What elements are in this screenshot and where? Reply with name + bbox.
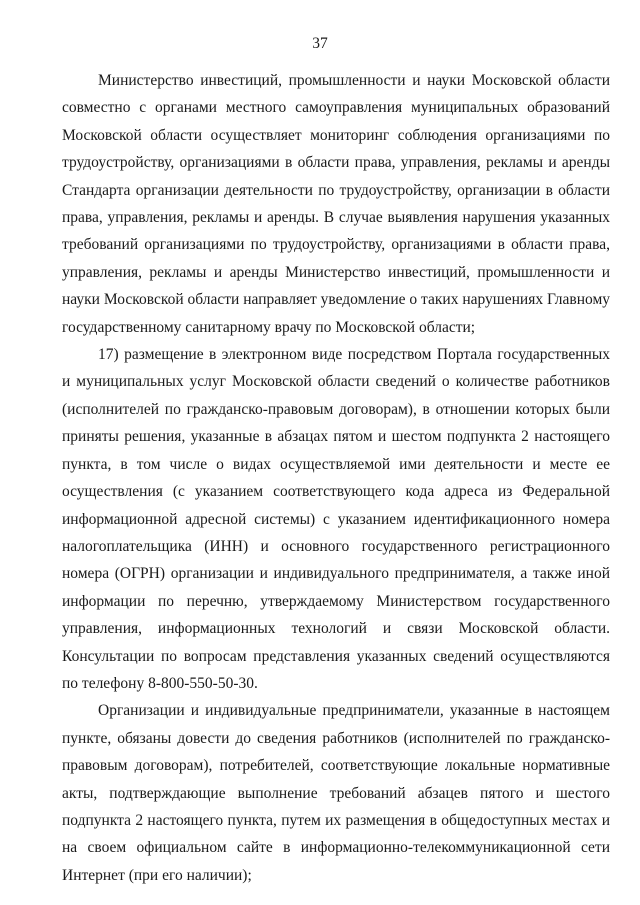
page-number: 37 [312, 35, 328, 52]
paragraph-obligations: Организации и индивидуальные предприниматели, указанные в настоящем пункте, обязаны довести до сведения работников (исполнителей по гражданско-правовым договорам), потребителей, соответствующие локальные нормативные акты, подтверждающие выполнение требований абзацев пятого и шестого подпункта 2 настоящего пункта, путем их размещения в общедоступных местах и на своем официальном сайте в информационно-телекоммуникационной сети Интернет (при его наличии); [62, 702, 610, 884]
document-body [62, 67, 610, 889]
paragraph-item-17: 17) размещение в электронном виде посредством Портала государственных и муниципальных услуг Московской области сведений о количестве работников (исполнителей по гражданско-правовым договорам), в отношении которых были приняты решения, указанные в абзацах пятом и шестом подпункта 2 настоящего пункта, в том числе о видах осуществляемой ими деятельности и месте ее осуществления (с указанием соответствующего кода адреса из Федеральной информационной адресной системы) с указанием идентификационного номера налогоплательщика (ИНН) и основного государственного регистрационного номера (ОГРН) организации и индивидуального предпринимателя, а также иной информации по перечню, утверждаемому Министерством государственного управления, информационных технологий и связи Московской области. Консультации по вопросам представления указанных сведений осуществляются по телефону 8-800-550-50-30. [62, 346, 610, 692]
paragraph-monitoring: Министерство инвестиций, промышленности и науки Московской области совместно с органами местного самоуправления муниципальных образований Московской области осуществляет мониторинг соблюдения организациями по трудоустройству, организациями в области права, управления, рекламы и аренды Стандарта организации деятельности по трудоустройству, организации в области права, управления, рекламы и аренды. В случае выявления нарушения указанных требований организациями по трудоустройству, организациями в области права, управления, рекламы и аренды Министерство инвестиций, промышленности и науки Московской области направляет уведомление о таких нарушениях Главному государственному санитарному врачу по Московской области; [62, 72, 610, 336]
